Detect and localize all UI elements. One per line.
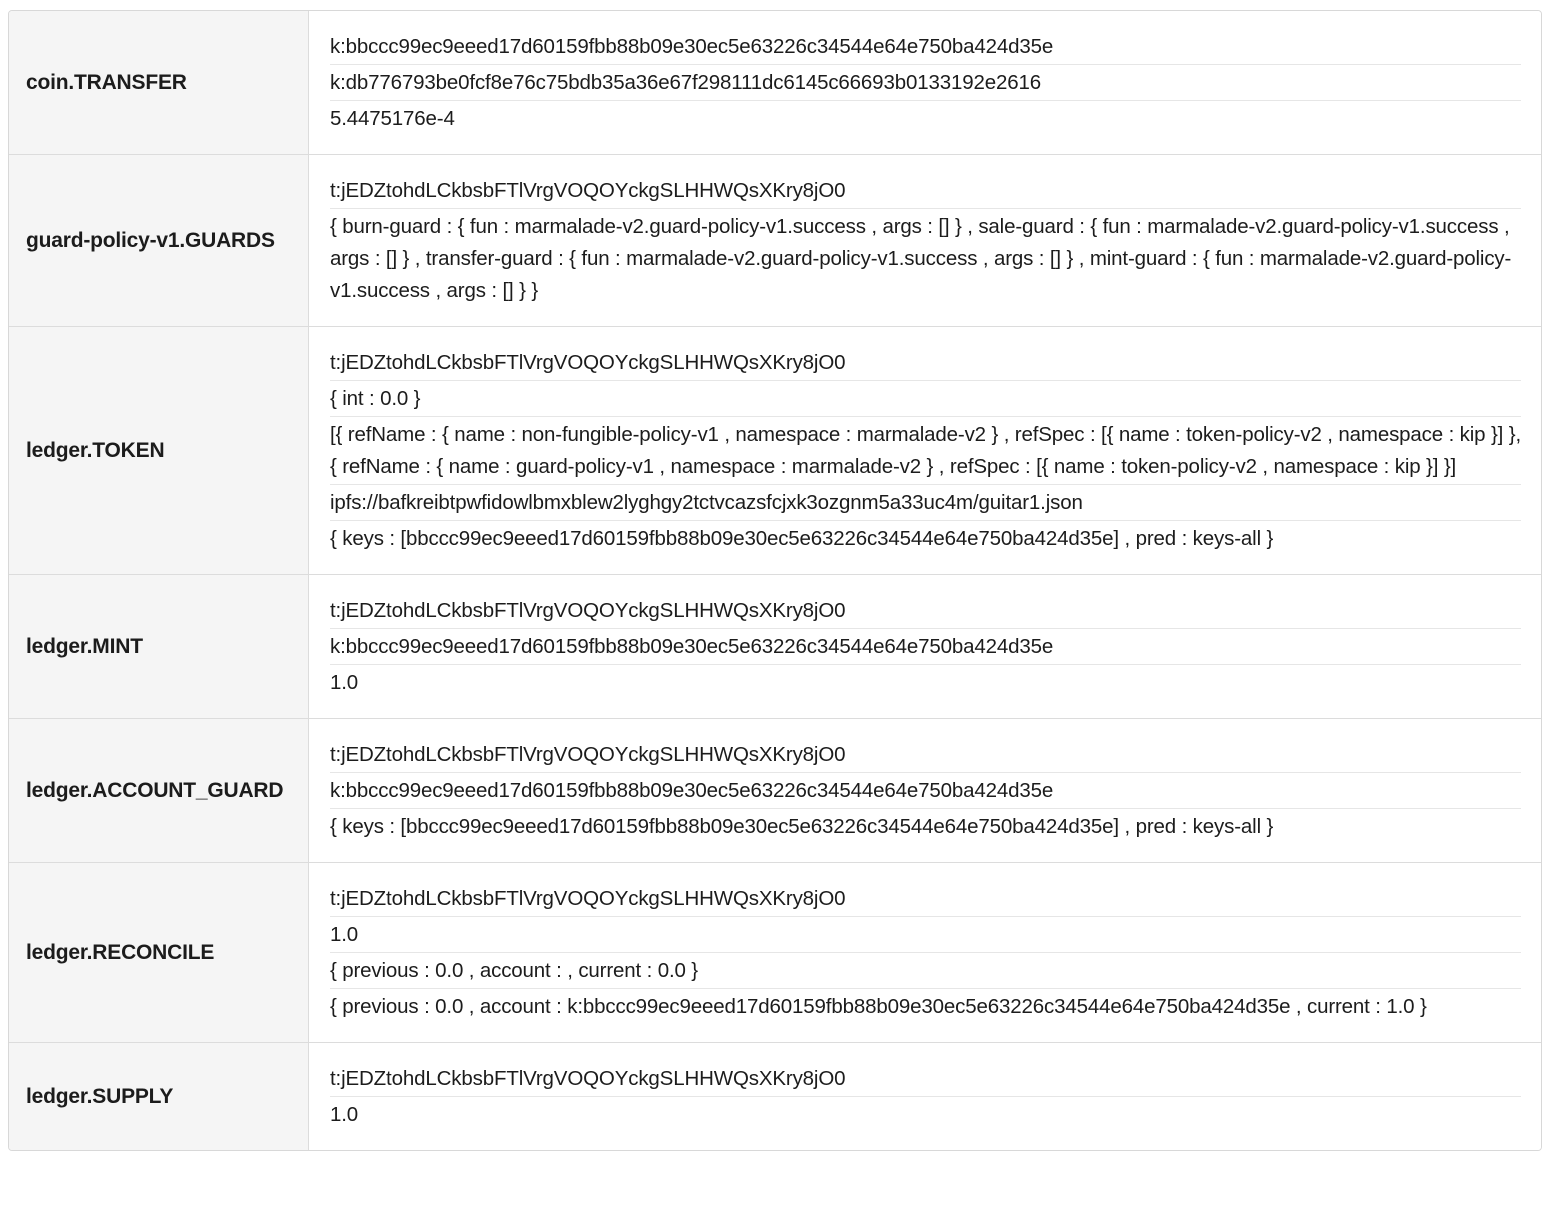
events-table bbox=[8, 10, 1542, 1151]
event-param: t:jEDZtohdLCkbsbFTlVrgVOQOYckgSLHHWQsXKry8jO0 bbox=[330, 173, 1521, 209]
event-param: t:jEDZtohdLCkbsbFTlVrgVOQOYckgSLHHWQsXKry8jO0 bbox=[330, 345, 1521, 381]
event-name: guard-policy-v1.GUARDS bbox=[9, 155, 309, 326]
event-param: 5.4475176e-4 bbox=[330, 107, 455, 130]
event-name: ledger.MINT bbox=[9, 575, 309, 718]
event-param: k:bbccc99ec9eeed17d60159fbb88b09e30ec5e63226c34544e64e750ba424d35e bbox=[330, 773, 1521, 809]
event-params bbox=[309, 863, 1541, 1042]
event-param: k:bbccc99ec9eeed17d60159fbb88b09e30ec5e63226c34544e64e750ba424d35e bbox=[330, 29, 1521, 65]
event-name: ledger.ACCOUNT_GUARD bbox=[9, 719, 309, 862]
event-param: t:jEDZtohdLCkbsbFTlVrgVOQOYckgSLHHWQsXKry8jO0 bbox=[330, 593, 1521, 629]
event-params bbox=[309, 719, 1541, 862]
event-param: 1.0 bbox=[330, 1103, 359, 1126]
event-param: { int : 0.0 } bbox=[330, 381, 1521, 417]
event-params bbox=[309, 1043, 1541, 1150]
event-row-ledger-reconcile bbox=[9, 862, 1541, 1042]
event-param: 1.0 bbox=[330, 671, 359, 694]
event-name: coin.TRANSFER bbox=[9, 11, 309, 154]
event-params bbox=[309, 327, 1541, 574]
event-row-ledger-supply bbox=[9, 1042, 1541, 1150]
event-param: { keys : [bbccc99ec9eeed17d60159fbb88b09e30ec5e63226c34544e64e750ba424d35e] , pred : keys-all } bbox=[330, 527, 1274, 550]
event-param: 1.0 bbox=[330, 917, 1521, 953]
event-name: ledger.TOKEN bbox=[9, 327, 309, 574]
event-name: ledger.RECONCILE bbox=[9, 863, 309, 1042]
event-row-ledger-account-guard bbox=[9, 718, 1541, 862]
event-name: ledger.SUPPLY bbox=[9, 1043, 309, 1150]
event-param: k:bbccc99ec9eeed17d60159fbb88b09e30ec5e63226c34544e64e750ba424d35e bbox=[330, 629, 1521, 665]
event-param: [{ refName : { name : non-fungible-policy-v1 , namespace : marmalade-v2 } , refSpec : [{ name : token-policy-v2 , namespace : kip }] },{ refName : { name : guard-policy-v1 , namespace : marmalade-v2 } , refSpec : [{ name : token-policy-v2 , namespace : kip }] }] bbox=[330, 417, 1521, 485]
event-row-ledger-token bbox=[9, 326, 1541, 574]
event-param: { previous : 0.0 , account : , current : 0.0 } bbox=[330, 953, 1521, 989]
event-row-guard-policy-guards bbox=[9, 154, 1541, 326]
event-param: t:jEDZtohdLCkbsbFTlVrgVOQOYckgSLHHWQsXKry8jO0 bbox=[330, 1061, 1521, 1097]
event-param: { keys : [bbccc99ec9eeed17d60159fbb88b09e30ec5e63226c34544e64e750ba424d35e] , pred : keys-all } bbox=[330, 815, 1274, 838]
event-param: t:jEDZtohdLCkbsbFTlVrgVOQOYckgSLHHWQsXKry8jO0 bbox=[330, 881, 1521, 917]
event-params bbox=[309, 11, 1541, 154]
event-row-coin-transfer bbox=[9, 11, 1541, 154]
event-param: ipfs://bafkreibtpwfidowlbmxblew2lyghgy2tctvcazsfcjxk3ozgnm5a33uc4m/guitar1.json bbox=[330, 485, 1521, 521]
event-param: { previous : 0.0 , account : k:bbccc99ec9eeed17d60159fbb88b09e30ec5e63226c34544e64e750ba424d35e , current : 1.0 } bbox=[330, 995, 1427, 1018]
event-params bbox=[309, 155, 1541, 326]
event-row-ledger-mint bbox=[9, 574, 1541, 718]
event-param: k:db776793be0fcf8e76c75bdb35a36e67f298111dc6145c66693b0133192e2616 bbox=[330, 65, 1521, 101]
event-param: t:jEDZtohdLCkbsbFTlVrgVOQOYckgSLHHWQsXKry8jO0 bbox=[330, 737, 1521, 773]
event-params bbox=[309, 575, 1541, 718]
event-param: { burn-guard : { fun : marmalade-v2.guard-policy-v1.success , args : [] } , sale-guard : { fun : marmalade-v2.guard-policy-v1.success , args : [] } , transfer-guard : { fun : marmalade-v2.guard-policy-v1.success , args : [] } , mint-guard : { fun : marmalade-v2.guard-policy-v1.success , args : [] } } bbox=[330, 215, 1512, 302]
